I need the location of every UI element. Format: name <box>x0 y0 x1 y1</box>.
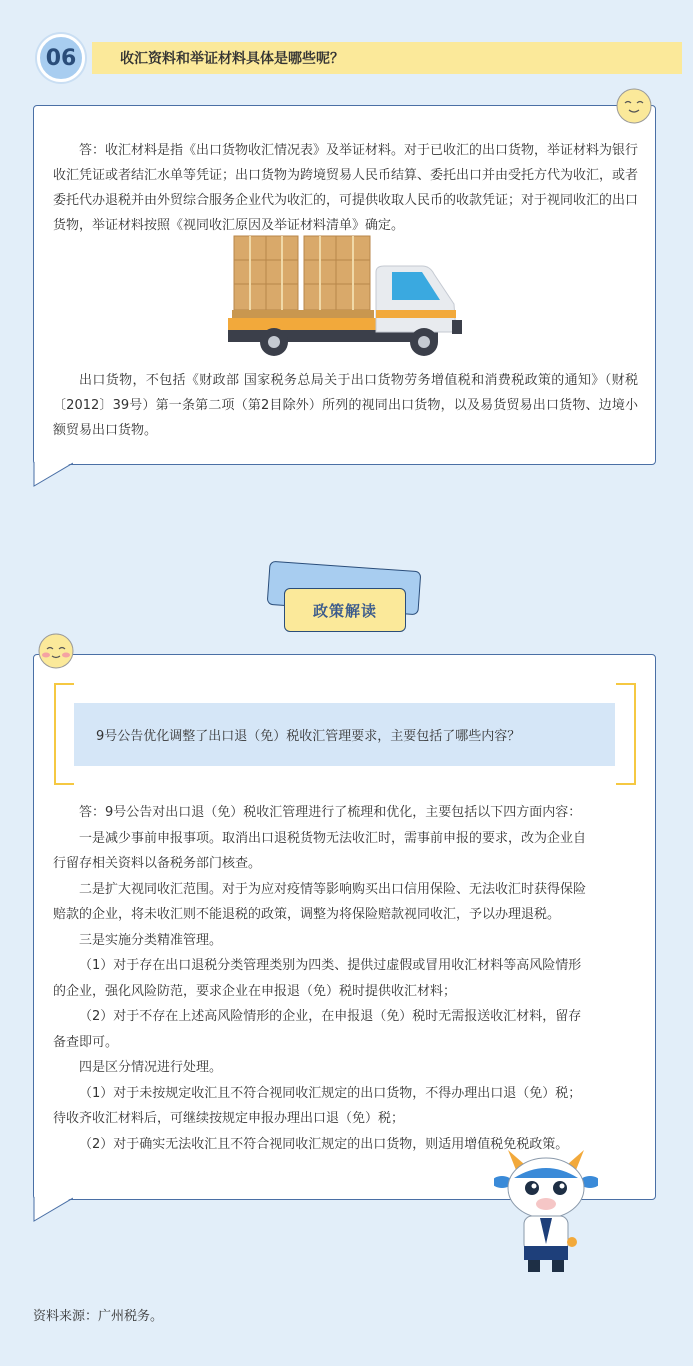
answer-line: 备查即可。 <box>53 1034 119 1050</box>
answer-line: （2）对于确实无法收汇且不符合视同收汇规定的出口货物，则适用增值税免税政策。 <box>79 1136 569 1152</box>
answer-line: 一是减少事前申报事项。取消出口退税货物无法收汇时，需事前申报的要求，改为企业自 <box>79 830 587 846</box>
source-note: 资料来源：广州税务。 <box>33 1309 164 1324</box>
policy-tag-label: 政策解读 <box>312 601 377 620</box>
bubble-tail <box>33 462 73 488</box>
smile-face-icon <box>614 86 654 126</box>
answer-paragraph-1: 答：收汇材料是指《出口货物收汇情况表》及举证材料。对于已收汇的出口货物，举证材料为银行收汇凭证或者结汇水单等凭证；出口货物为跨境贸易人民币结算、委托出口并由受托方代为收汇，或者委托代办退税并由外贸综合服务企业代为收汇的，可提供收取人民币的收款凭证；对于视同收汇的出口货物，举证材料按照《视同收汇原因及举证材料清单》确定。 <box>53 143 639 233</box>
section-number-badge <box>37 34 85 82</box>
answer-line: 赔款的企业，将未收汇则不能退税的政策，调整为将保险赔款视同收汇，予以办理退税。 <box>53 907 561 922</box>
question-box <box>74 703 615 766</box>
section-title: 收汇资料和举证材料具体是哪些呢？ <box>120 51 344 67</box>
section-title-bar <box>92 42 682 74</box>
smile-face-icon <box>36 631 76 671</box>
bubble-tail <box>33 1197 73 1223</box>
delivery-truck-illustration <box>226 232 466 362</box>
answer-line: 四是区分情况进行处理。 <box>79 1060 223 1075</box>
section-number: 06 <box>45 45 77 71</box>
answer-line: （1）对于存在出口退税分类管理类别为四类、提供过虚假或冒用收汇材料等高风险情形 <box>79 958 582 973</box>
answer-line: 三是实施分类精准管理。 <box>79 932 223 948</box>
answer-line: 二是扩大视同收汇范围。对于为应对疫情等影响购买出口信用保险、无法收汇时获得保险 <box>79 881 587 897</box>
question-bracket-right <box>616 683 636 785</box>
policy-tag <box>284 588 406 632</box>
goat-mascot-illustration <box>494 1148 598 1276</box>
answer-line: 答：9号公告对出口退（免）税收汇管理进行了梳理和优化，主要包括以下四方面内容： <box>79 805 582 820</box>
answer-line: （1）对于未按规定收汇且不符合视同收汇规定的出口货物，不得办理出口退（免）税； <box>79 1085 582 1101</box>
answer-line: 的企业，强化风险防范，要求企业在申报退（免）税时提供收汇材料； <box>53 983 457 999</box>
question-bracket-left <box>54 683 74 785</box>
answer-line: 行留存相关资料以备税务部门核查。 <box>53 856 262 871</box>
answer-line: 待收齐收汇材料后，可继续按规定申报办理出口退（免）税； <box>53 1111 405 1126</box>
answer-line: （2）对于不存在上述高风险情形的企业，在申报退（免）税时无需报送收汇材料，留存 <box>79 1009 582 1024</box>
question-text: 9号公告优化调整了出口退（免）税收汇管理要求，主要包括了哪些内容？ <box>96 729 521 744</box>
policy-answer <box>53 800 638 1157</box>
answer-paragraph-2: 出口货物，不包括《财政部 国家税务总局关于出口货物劳务增值税和消费税政策的通知》（财税〔2012〕39号）第一条第二项（第2目除外）所列的视同出口货物，以及易货贸易出口货物、边境小额贸易出口货物。 <box>53 373 638 438</box>
